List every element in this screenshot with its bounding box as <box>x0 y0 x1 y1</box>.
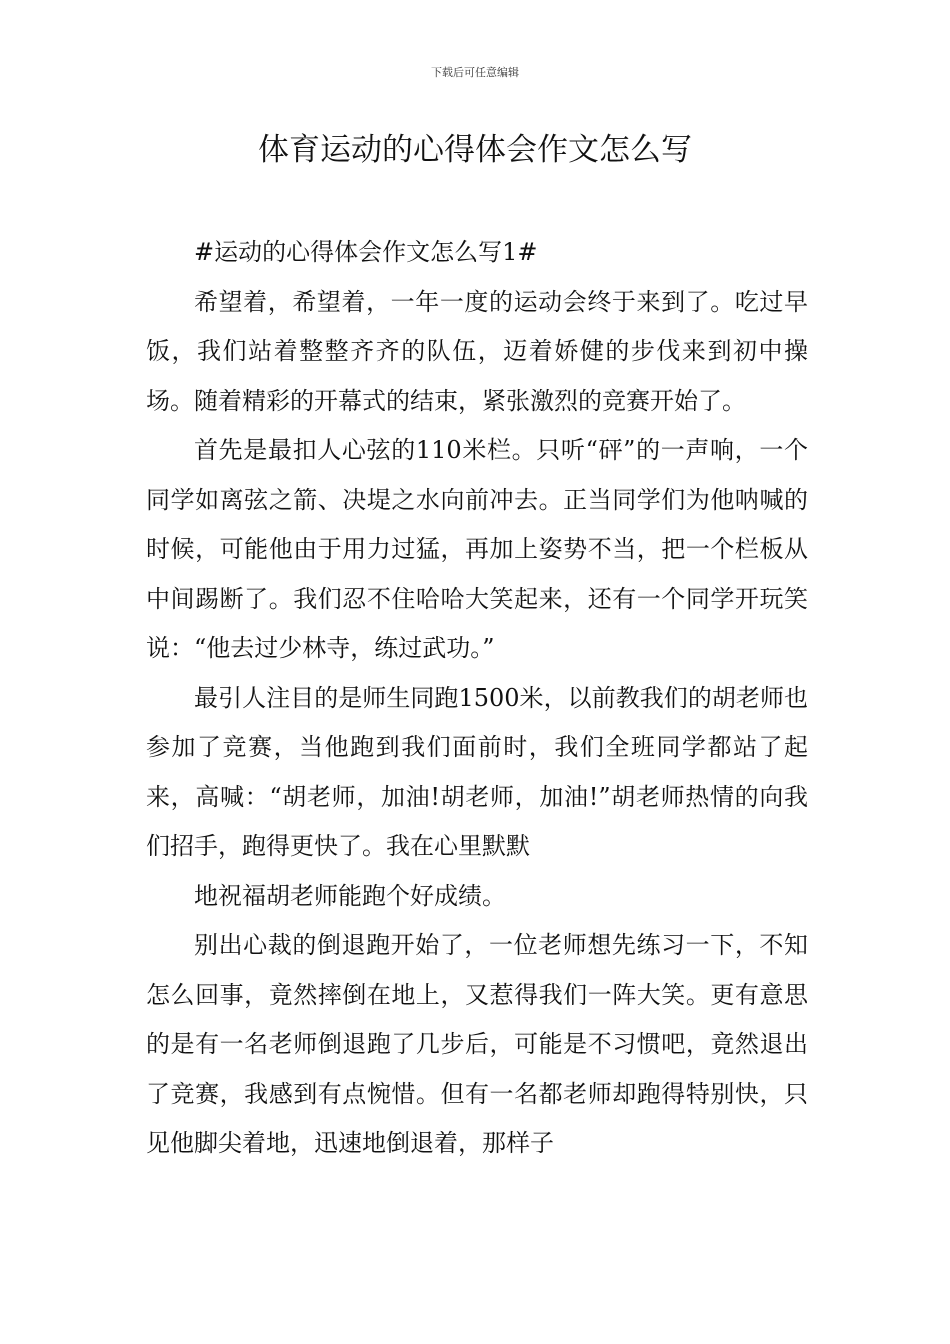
paragraph: 最引人注目的是师生同跑1500米，以前教我们的胡老师也参加了竞赛，当他跑到我们面前时，我们全班同学都站了起来，高喊：“胡老师，加油!胡老师，加油!”胡老师热情的向我们招手，跑得更快了。我在心里默默 <box>146 683 808 860</box>
header-note: 下载后可任意编辑 <box>431 66 519 79</box>
paragraph-section-heading: #运动的心得体会作文怎么写1# <box>194 238 538 266</box>
paragraph: 别出心裁的倒退跑开始了，一位老师想先练习一下，不知怎么回事，竟然摔倒在地上，又惹得我们一阵大笑。更有意思的是有一名老师倒退跑了几步后，可能是不习惯吧，竟然退出了竞赛，我感到有点惋惜。但有一名都老师却跑得特别快，只见他脚尖着地，迅速地倒退着，那样子 <box>146 931 808 1157</box>
paragraph: 首先是最扣人心弦的110米栏。只听“砰”的一声响，一个同学如离弦之箭、决堤之水向前冲去。正当同学们为他呐喊的时候，可能他由于用力过猛，再加上姿势不当，把一个栏板从中间踢断了。我们忍不住哈哈大笑起来，还有一个同学开玩笑说：“他去过少林寺，练过武功。” <box>146 436 808 662</box>
document-title: 体育运动的心得体会作文怎么写 <box>258 132 692 168</box>
paragraph: 希望着，希望着，一年一度的运动会终于来到了。吃过早饭，我们站着整整齐齐的队伍，迈着娇健的步伐来到初中操场。随着精彩的开幕式的结束，紧张激烈的竞赛开始了。 <box>146 287 808 415</box>
document-body <box>146 228 808 1169</box>
paragraph: 地祝福胡老师能跑个好成绩。 <box>194 881 506 910</box>
